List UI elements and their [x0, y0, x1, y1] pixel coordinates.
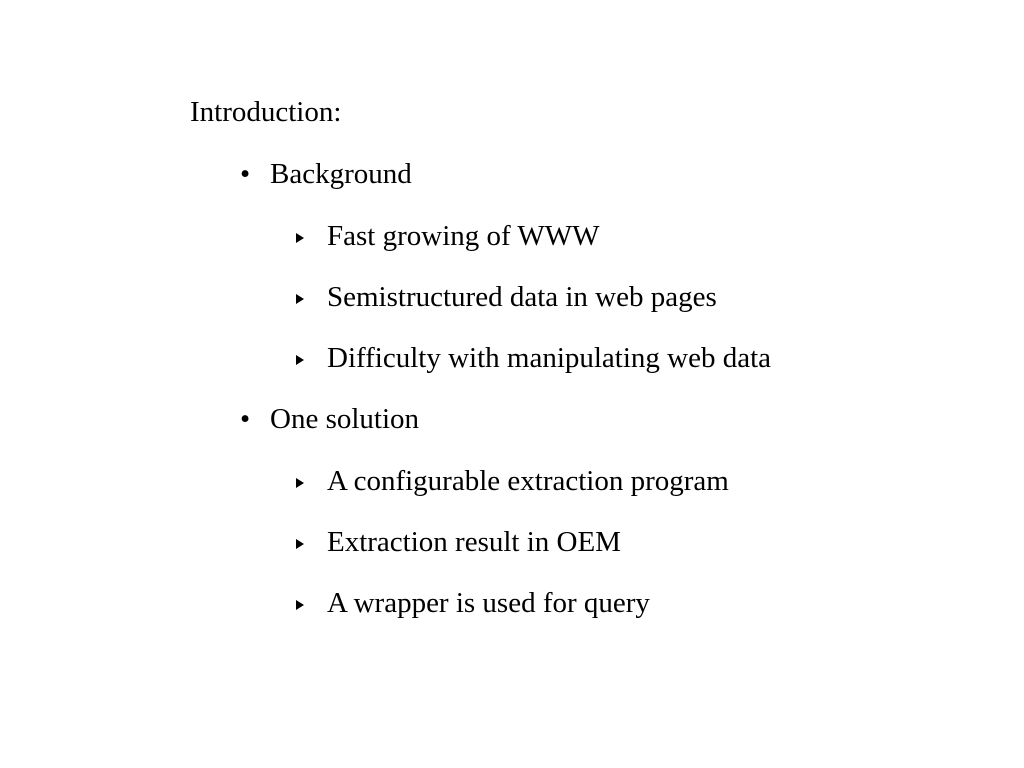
bullet-dot-icon: • [240, 403, 251, 435]
bullet-label: One solution [270, 403, 420, 435]
triangle-bullet-icon [296, 233, 304, 243]
bullet-label: Background [270, 158, 412, 190]
triangle-bullet-icon [296, 478, 304, 488]
triangle-bullet-icon [296, 294, 304, 304]
sub-bullet-text: A wrapper is used for query [327, 587, 650, 619]
slide-heading: Introduction: [190, 96, 342, 128]
sub-bullet-text: Semistructured data in web pages [327, 281, 717, 313]
triangle-bullet-icon [296, 539, 304, 549]
sub-bullet-text: Difficulty with manipulating web data [327, 342, 772, 374]
triangle-bullet-icon [296, 600, 304, 610]
bullet-dot-icon: • [240, 158, 251, 190]
sub-bullet-text: Fast growing of WWW [327, 220, 600, 252]
sub-bullet-text: A configurable extraction program [327, 465, 729, 497]
triangle-bullet-icon [296, 355, 304, 365]
sub-bullet-text: Extraction result in OEM [327, 526, 621, 558]
